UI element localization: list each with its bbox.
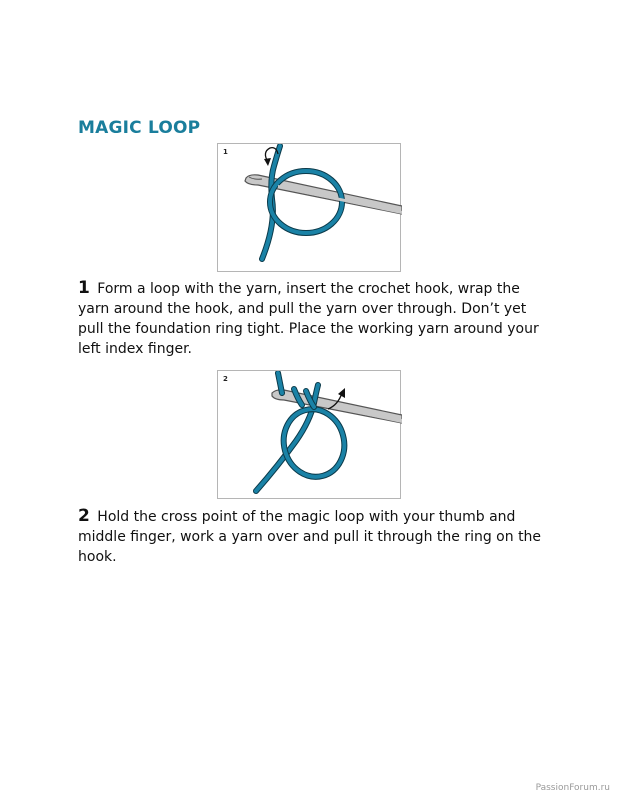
watermark: PassionForum.ru: [535, 783, 610, 793]
step-1-instruction: [78, 278, 548, 359]
illustration-step-2: [217, 370, 401, 499]
step-2-text: Hold the cross point of the magic loop with your thumb and middle finger, work a yarn over and pull it through the ring on the hook.: [78, 509, 542, 565]
magic-loop-diagram-1: [218, 144, 402, 273]
magic-loop-diagram-2: [218, 371, 402, 500]
step-1-number: 1: [78, 278, 90, 298]
step-1-text: Form a loop with the yarn, insert the crochet hook, wrap the yarn around the hook, and pull the yarn over through. Don’t yet pull the foundation ring tight. Place the working yarn around your left index finger.: [78, 281, 539, 357]
figure-label-1: 1: [223, 148, 228, 156]
figure-label-2: 2: [223, 375, 228, 383]
step-2-instruction: [78, 506, 548, 567]
illustration-step-1: [217, 143, 401, 272]
step-2-number: 2: [78, 506, 90, 526]
yarn-loop: [276, 402, 352, 483]
page-title: MAGIC LOOP: [78, 118, 201, 138]
